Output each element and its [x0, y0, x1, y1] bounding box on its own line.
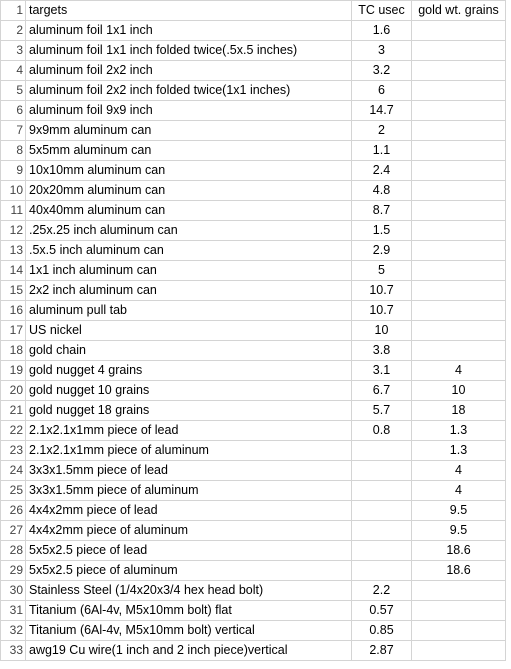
- row-number: 6: [1, 101, 26, 121]
- cell-tc-usec[interactable]: 3: [352, 41, 412, 61]
- row-number: 14: [1, 261, 26, 281]
- row-number: 33: [1, 641, 26, 661]
- row-number: 11: [1, 201, 26, 221]
- cell-target[interactable]: aluminum foil 2x2 inch: [26, 61, 352, 81]
- cell-gold-weight[interactable]: [412, 581, 506, 601]
- spreadsheet-body: [1, 1, 506, 661]
- cell-tc-usec[interactable]: [352, 521, 412, 541]
- row-number: 5: [1, 81, 26, 101]
- cell-gold-weight[interactable]: 4: [412, 481, 506, 501]
- cell-tc-usec[interactable]: 1.5: [352, 221, 412, 241]
- row-number: 16: [1, 301, 26, 321]
- cell-tc-usec[interactable]: 3.8: [352, 341, 412, 361]
- cell-tc-usec[interactable]: 2.9: [352, 241, 412, 261]
- row-number: 22: [1, 421, 26, 441]
- row-number: 27: [1, 521, 26, 541]
- cell-tc-usec[interactable]: [352, 441, 412, 461]
- cell-target[interactable]: Titanium (6Al-4v, M5x10mm bolt) vertical: [26, 621, 352, 641]
- cell-target[interactable]: targets: [26, 1, 352, 21]
- table-row: [1, 61, 506, 81]
- cell-target[interactable]: 3x3x1.5mm piece of lead: [26, 461, 352, 481]
- cell-gold-weight[interactable]: [412, 41, 506, 61]
- table-row: [1, 641, 506, 661]
- row-number: 7: [1, 121, 26, 141]
- cell-target[interactable]: aluminum foil 1x1 inch folded twice(.5x.5 inches): [26, 41, 352, 61]
- row-number: 26: [1, 501, 26, 521]
- cell-gold-weight[interactable]: [412, 141, 506, 161]
- cell-target[interactable]: aluminum foil 2x2 inch folded twice(1x1 inches): [26, 81, 352, 101]
- cell-tc-usec[interactable]: 2.2: [352, 581, 412, 601]
- cell-target[interactable]: 40x40mm aluminum can: [26, 201, 352, 221]
- cell-tc-usec[interactable]: 5: [352, 261, 412, 281]
- cell-gold-weight[interactable]: gold wt. grains: [412, 1, 506, 21]
- table-row: [1, 421, 506, 441]
- cell-tc-usec[interactable]: [352, 501, 412, 521]
- cell-gold-weight[interactable]: [412, 61, 506, 81]
- table-row: [1, 101, 506, 121]
- table-row: [1, 461, 506, 481]
- row-number: 10: [1, 181, 26, 201]
- cell-gold-weight[interactable]: [412, 81, 506, 101]
- cell-target[interactable]: 2.1x2.1x1mm piece of aluminum: [26, 441, 352, 461]
- table-row: [1, 241, 506, 261]
- table-row: [1, 261, 506, 281]
- cell-tc-usec[interactable]: 2.4: [352, 161, 412, 181]
- cell-target[interactable]: gold nugget 18 grains: [26, 401, 352, 421]
- row-number: 32: [1, 621, 26, 641]
- table-row: [1, 341, 506, 361]
- table-row: [1, 1, 506, 21]
- cell-gold-weight[interactable]: 4: [412, 361, 506, 381]
- cell-tc-usec[interactable]: 14.7: [352, 101, 412, 121]
- cell-target[interactable]: 4x4x2mm piece of lead: [26, 501, 352, 521]
- cell-gold-weight[interactable]: 10: [412, 381, 506, 401]
- cell-gold-weight[interactable]: [412, 641, 506, 661]
- cell-tc-usec[interactable]: 1.6: [352, 21, 412, 41]
- row-number: 9: [1, 161, 26, 181]
- table-row: [1, 141, 506, 161]
- cell-target[interactable]: Titanium (6Al-4v, M5x10mm bolt) flat: [26, 601, 352, 621]
- cell-target[interactable]: gold nugget 4 grains: [26, 361, 352, 381]
- cell-gold-weight[interactable]: [412, 601, 506, 621]
- cell-tc-usec[interactable]: 10.7: [352, 281, 412, 301]
- cell-gold-weight[interactable]: 1.3: [412, 441, 506, 461]
- table-row: [1, 361, 506, 381]
- cell-target[interactable]: 20x20mm aluminum can: [26, 181, 352, 201]
- cell-gold-weight[interactable]: 9.5: [412, 501, 506, 521]
- cell-tc-usec[interactable]: 2: [352, 121, 412, 141]
- cell-target[interactable]: gold nugget 10 grains: [26, 381, 352, 401]
- cell-gold-weight[interactable]: 9.5: [412, 521, 506, 541]
- cell-tc-usec[interactable]: 6.7: [352, 381, 412, 401]
- cell-tc-usec[interactable]: 0.57: [352, 601, 412, 621]
- cell-target[interactable]: 9x9mm aluminum can: [26, 121, 352, 141]
- cell-target[interactable]: 5x5x2.5 piece of lead: [26, 541, 352, 561]
- cell-target[interactable]: 1x1 inch aluminum can: [26, 261, 352, 281]
- row-number: 13: [1, 241, 26, 261]
- row-number: 1: [1, 1, 26, 21]
- table-row: [1, 21, 506, 41]
- cell-tc-usec[interactable]: [352, 561, 412, 581]
- table-row: [1, 41, 506, 61]
- table-row: [1, 481, 506, 501]
- cell-target[interactable]: Stainless Steel (1/4x20x3/4 hex head bolt): [26, 581, 352, 601]
- cell-tc-usec[interactable]: 0.85: [352, 621, 412, 641]
- cell-target[interactable]: awg19 Cu wire(1 inch and 2 inch piece)vertical: [26, 641, 352, 661]
- cell-target[interactable]: .25x.25 inch aluminum can: [26, 221, 352, 241]
- row-number: 28: [1, 541, 26, 561]
- cell-gold-weight[interactable]: [412, 621, 506, 641]
- cell-target[interactable]: aluminum foil 1x1 inch: [26, 21, 352, 41]
- cell-tc-usec[interactable]: 2.87: [352, 641, 412, 661]
- cell-gold-weight[interactable]: [412, 321, 506, 341]
- table-row: [1, 321, 506, 341]
- cell-target[interactable]: 4x4x2mm piece of aluminum: [26, 521, 352, 541]
- cell-gold-weight[interactable]: [412, 261, 506, 281]
- table-row: [1, 621, 506, 641]
- table-row: [1, 181, 506, 201]
- cell-gold-weight[interactable]: [412, 281, 506, 301]
- cell-tc-usec[interactable]: [352, 461, 412, 481]
- cell-tc-usec[interactable]: 1.1: [352, 141, 412, 161]
- cell-target[interactable]: 5x5mm aluminum can: [26, 141, 352, 161]
- row-number: 20: [1, 381, 26, 401]
- table-row: [1, 581, 506, 601]
- cell-gold-weight[interactable]: [412, 101, 506, 121]
- cell-gold-weight[interactable]: [412, 121, 506, 141]
- row-number: 19: [1, 361, 26, 381]
- table-row: [1, 561, 506, 581]
- cell-target[interactable]: aluminum foil 9x9 inch: [26, 101, 352, 121]
- row-number: 29: [1, 561, 26, 581]
- row-number: 15: [1, 281, 26, 301]
- table-row: [1, 541, 506, 561]
- cell-gold-weight[interactable]: 1.3: [412, 421, 506, 441]
- cell-gold-weight[interactable]: [412, 221, 506, 241]
- cell-gold-weight[interactable]: 18: [412, 401, 506, 421]
- row-number: 4: [1, 61, 26, 81]
- row-number: 18: [1, 341, 26, 361]
- cell-tc-usec[interactable]: 5.7: [352, 401, 412, 421]
- table-row: [1, 601, 506, 621]
- cell-gold-weight[interactable]: [412, 301, 506, 321]
- cell-target[interactable]: 3x3x1.5mm piece of aluminum: [26, 481, 352, 501]
- cell-target[interactable]: .5x.5 inch aluminum can: [26, 241, 352, 261]
- row-number: 30: [1, 581, 26, 601]
- cell-gold-weight[interactable]: [412, 341, 506, 361]
- cell-tc-usec[interactable]: [352, 541, 412, 561]
- cell-gold-weight[interactable]: [412, 181, 506, 201]
- table-row: [1, 221, 506, 241]
- cell-target[interactable]: US nickel: [26, 321, 352, 341]
- row-number: 12: [1, 221, 26, 241]
- table-row: [1, 401, 506, 421]
- table-row: [1, 281, 506, 301]
- row-number: 25: [1, 481, 26, 501]
- cell-tc-usec[interactable]: 3.1: [352, 361, 412, 381]
- cell-target[interactable]: 10x10mm aluminum can: [26, 161, 352, 181]
- row-number: 23: [1, 441, 26, 461]
- cell-tc-usec[interactable]: TC usec: [352, 1, 412, 21]
- cell-tc-usec[interactable]: 10.7: [352, 301, 412, 321]
- cell-target[interactable]: 2.1x2.1x1mm piece of lead: [26, 421, 352, 441]
- table-row: [1, 201, 506, 221]
- table-row: [1, 161, 506, 181]
- row-number: 17: [1, 321, 26, 341]
- cell-tc-usec[interactable]: 8.7: [352, 201, 412, 221]
- cell-tc-usec[interactable]: 3.2: [352, 61, 412, 81]
- table-row: [1, 441, 506, 461]
- cell-target[interactable]: gold chain: [26, 341, 352, 361]
- cell-tc-usec[interactable]: 6: [352, 81, 412, 101]
- cell-gold-weight[interactable]: [412, 21, 506, 41]
- row-number: 21: [1, 401, 26, 421]
- cell-target[interactable]: 5x5x2.5 piece of aluminum: [26, 561, 352, 581]
- cell-gold-weight[interactable]: 18.6: [412, 541, 506, 561]
- cell-tc-usec[interactable]: 4.8: [352, 181, 412, 201]
- row-number: 8: [1, 141, 26, 161]
- cell-tc-usec[interactable]: [352, 481, 412, 501]
- table-row: [1, 501, 506, 521]
- row-number: 2: [1, 21, 26, 41]
- table-row: [1, 521, 506, 541]
- cell-gold-weight[interactable]: 18.6: [412, 561, 506, 581]
- cell-gold-weight[interactable]: [412, 161, 506, 181]
- cell-target[interactable]: 2x2 inch aluminum can: [26, 281, 352, 301]
- cell-gold-weight[interactable]: [412, 241, 506, 261]
- cell-tc-usec[interactable]: 10: [352, 321, 412, 341]
- row-number: 31: [1, 601, 26, 621]
- cell-gold-weight[interactable]: [412, 201, 506, 221]
- table-row: [1, 121, 506, 141]
- cell-tc-usec[interactable]: 0.8: [352, 421, 412, 441]
- cell-target[interactable]: aluminum pull tab: [26, 301, 352, 321]
- table-row: [1, 301, 506, 321]
- table-row: [1, 81, 506, 101]
- row-number: 3: [1, 41, 26, 61]
- row-number: 24: [1, 461, 26, 481]
- cell-gold-weight[interactable]: 4: [412, 461, 506, 481]
- table-row: [1, 381, 506, 401]
